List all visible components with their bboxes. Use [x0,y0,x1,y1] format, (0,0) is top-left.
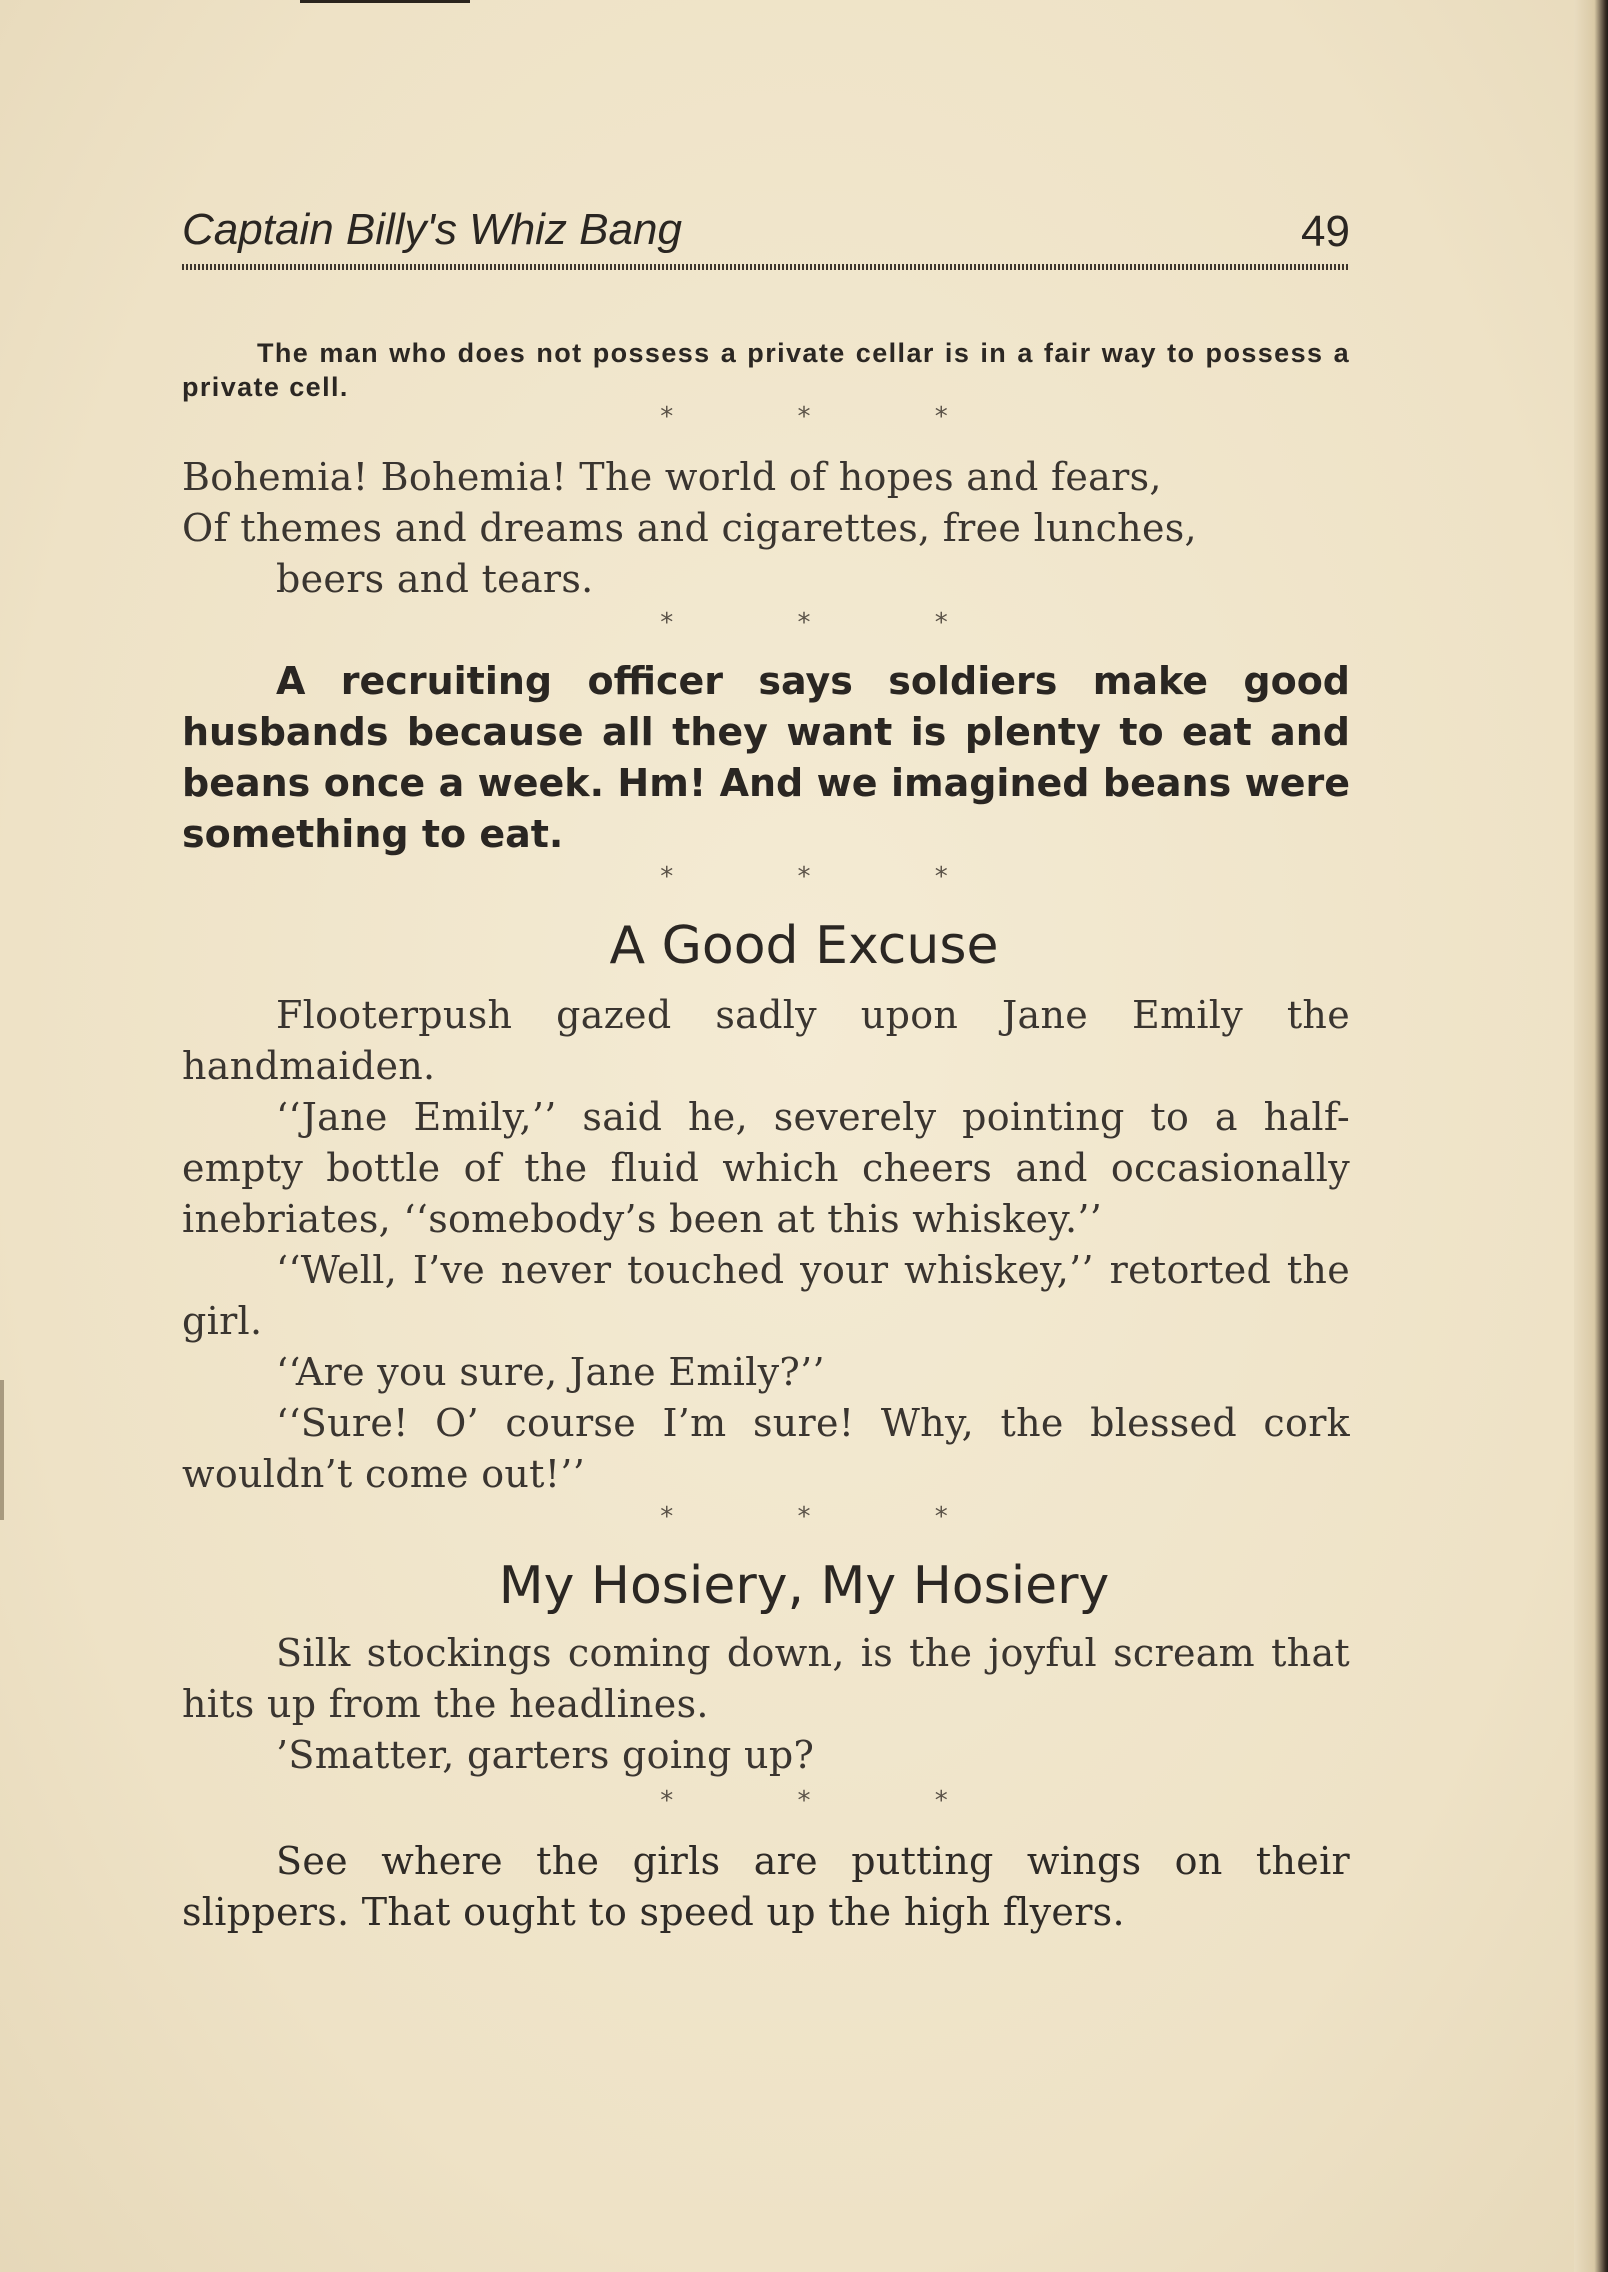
heading-a-good-excuse: A Good Excuse [609,916,999,976]
left-edge-shadow [0,1380,4,1520]
joke-winged-slippers: See where the girls are putting wings on their slippers. That ought to speed up the high flyers. [182,1839,1350,1934]
story2-paragraph: ’Smatter, garters going up? [276,1733,815,1777]
header-rule [182,264,1350,270]
separator-2: * * * [660,608,1006,638]
story-my-hosiery [182,1628,1350,1781]
story1-paragraph: ‘‘Well, I’ve never touched your whiskey,’’ retorted the girl. [182,1248,1350,1343]
story1-paragraph: ‘‘Are you sure, Jane Emily?’’ [276,1350,825,1394]
poem-line-2: Of themes and dreams and cigarettes, free lunches, [182,506,1197,550]
bohemia-poem [182,452,1350,605]
joke-recruiting-officer: A recruiting officer says soldiers make good husbands because all they want is plenty to eat and beans once a week. Hm! And we imagined beans were something to eat. [182,659,1350,856]
heading-my-hosiery: My Hosiery, My Hosiery [498,1556,1110,1616]
separator-3: * * * [660,862,1006,892]
joke-private-cellar: The man who does not possess a private cellar is in a fair way to possess a private cell. [182,338,1350,402]
magazine-title: Captain Billy's Whiz Bang [182,205,682,254]
running-header [182,205,1350,265]
top-edge-mark [300,0,470,3]
poem-line-1: Bohemia! Bohemia! The world of hopes and fears, [182,455,1162,499]
story2-paragraph: Silk stockings coming down, is the joyful scream that hits up from the headlines. [182,1631,1350,1726]
separator-4: * * * [660,1502,1006,1532]
poem-line-3: beers and tears. [276,557,594,601]
page-number: 49 [1301,207,1350,256]
separator-5: * * * [660,1786,1006,1816]
separator-1: * * * [660,402,1006,432]
story1-paragraph: ‘‘Sure! O’ course I’m sure! Why, the blessed cork wouldn’t come out!’’ [182,1401,1350,1496]
story1-paragraph: Flooterpush gazed sadly upon Jane Emily the handmaiden. [182,993,1350,1088]
page-right-edge [1574,0,1608,2272]
story-a-good-excuse [182,990,1350,1500]
story1-paragraph: ‘‘Jane Emily,’’ said he, severely pointing to a half-empty bottle of the fluid which cheers and occasionally inebriates, ‘‘somebody’s been at this whiskey.’’ [182,1095,1350,1241]
